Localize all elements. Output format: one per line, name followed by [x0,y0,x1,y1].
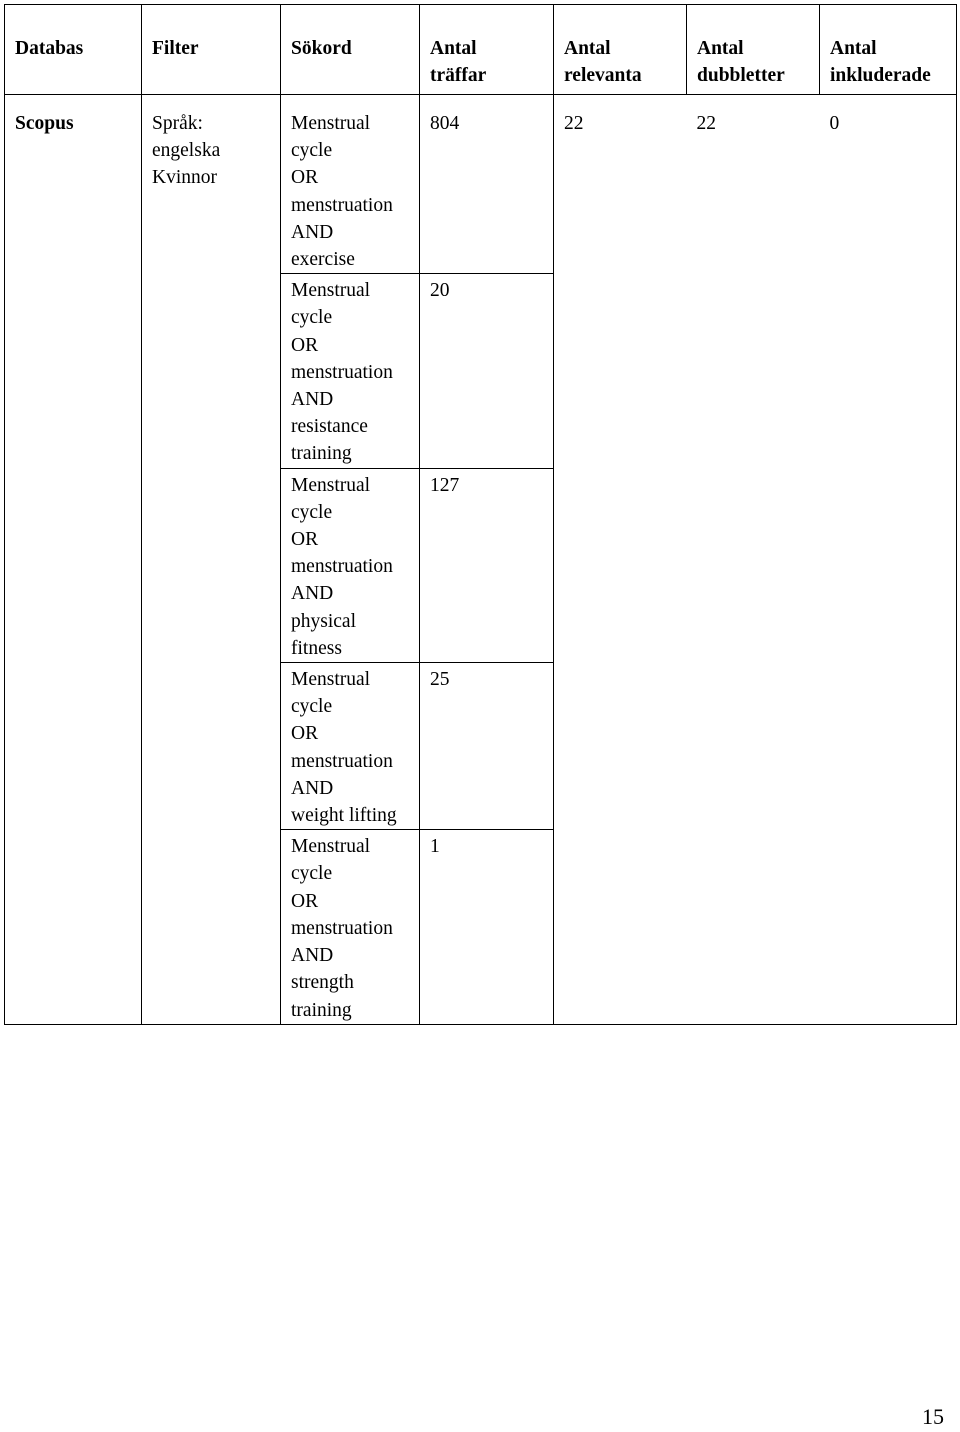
header-antal-relevanta: Antal relevanta [554,5,687,95]
hits-cell: 127 [420,468,554,662]
search-results-table [4,4,957,1025]
header-sokord: Sökord [281,5,420,95]
search-terms-cell: Menstrual cycle OR menstruation AND weight lifting [281,663,420,830]
page-number: 15 [922,1404,944,1429]
databas-cell: Scopus [5,95,142,1025]
search-terms-cell: Menstrual cycle OR menstruation AND exercise [281,95,420,274]
search-terms-cell: Menstrual cycle OR menstruation AND strength training [281,830,420,1024]
header-antal-traffar: Antal träffar [420,5,554,95]
header-row [5,5,957,95]
hits-cell: 25 [420,663,554,830]
search-terms-cell: Menstrual cycle OR menstruation AND resistance training [281,274,420,468]
header-antal-dubbletter: Antal dubbletter [687,5,820,95]
relevanta-cell: 22 [554,95,687,1025]
hits-cell: 804 [420,95,554,274]
header-filter: Filter [142,5,281,95]
inkluderade-cell: 0 [820,95,957,1025]
filter-cell: Språk: engelska Kvinnor [142,95,281,1025]
hits-cell: 20 [420,274,554,468]
dubbletter-cell: 22 [687,95,820,1025]
header-antal-inkluderade: Antal inkluderade [820,5,957,95]
hits-cell: 1 [420,830,554,1024]
search-terms-cell: Menstrual cycle OR menstruation AND physical fitness [281,468,420,662]
header-databas: Databas [5,5,142,95]
table-row [5,95,957,274]
